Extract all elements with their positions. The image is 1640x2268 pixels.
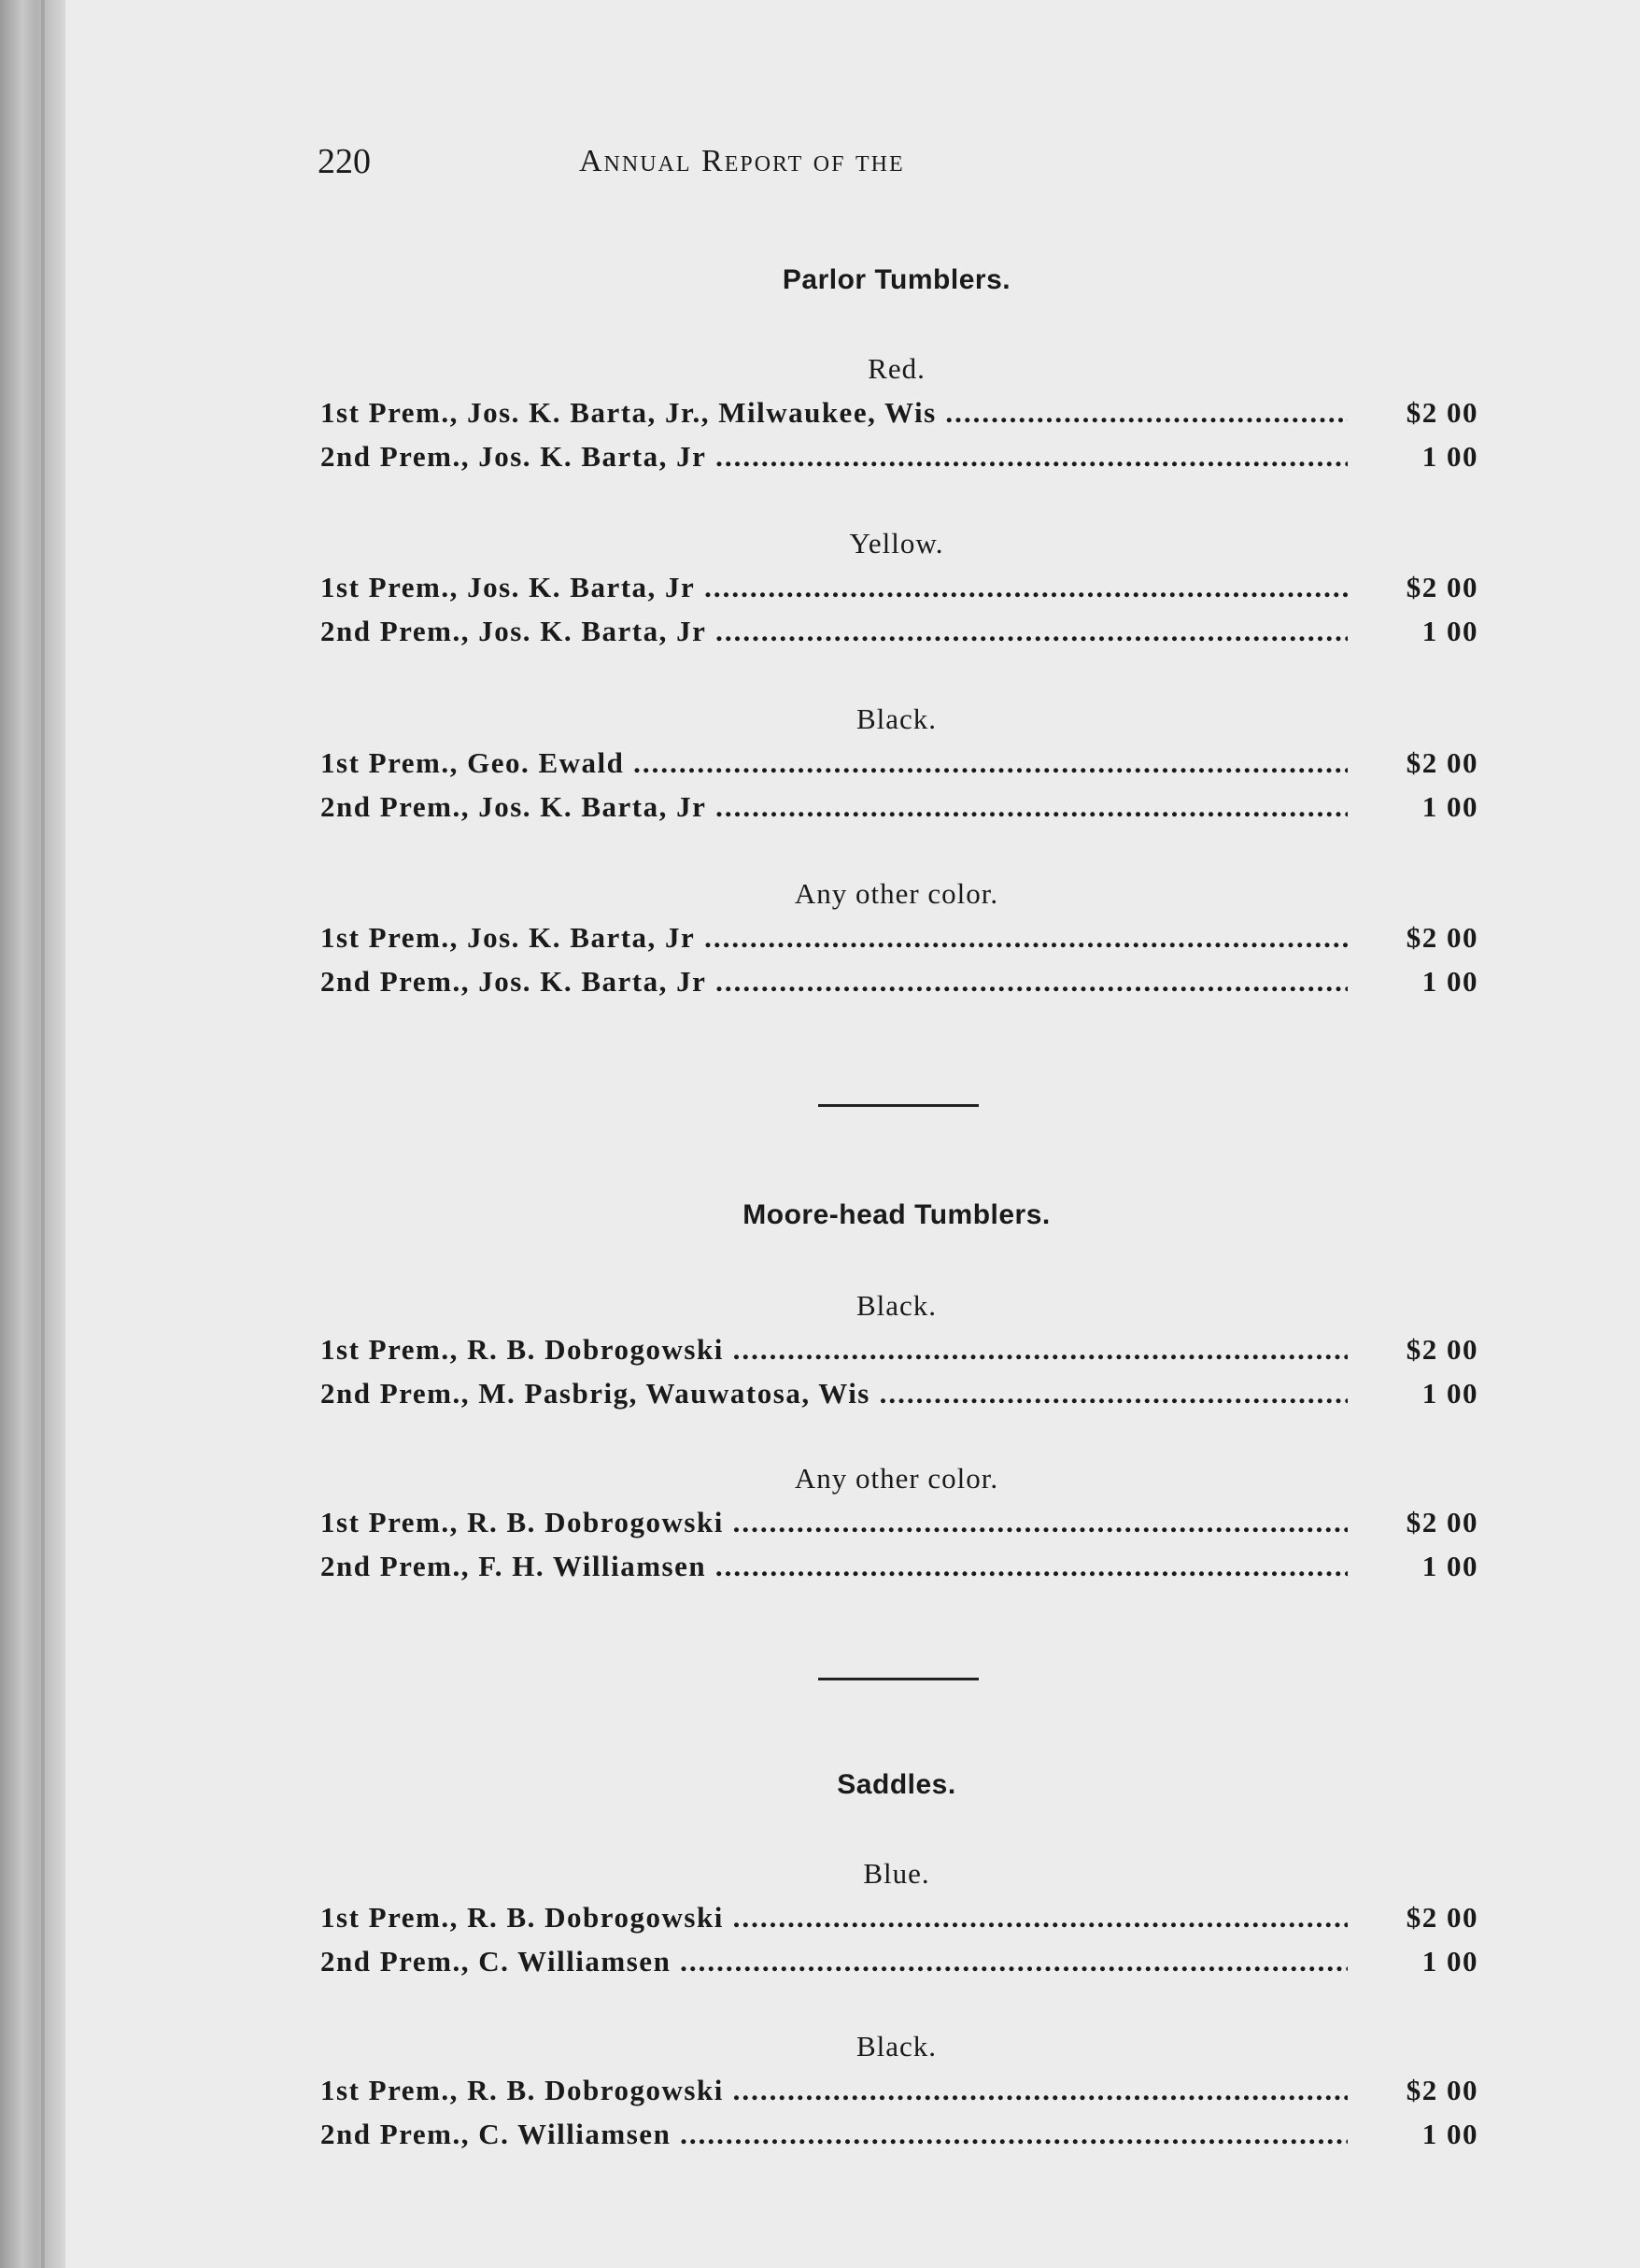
award-amount: 1 00 (1421, 965, 1478, 998)
award-amount: $2 00 (1406, 1506, 1478, 1538)
award-recipient: 2nd Prem., Jos. K. Barta, Jr ..... (320, 962, 1348, 1001)
award-entry (320, 1503, 1478, 1542)
award-recipient: 1st Prem., Jos. K. Barta, Jr., Milwaukee, Wis ..... (320, 393, 1348, 432)
award-amount: 1 00 (1421, 1945, 1478, 1977)
award-recipient: 2nd Prem., F. H. Williamsen ..... (320, 1547, 1348, 1586)
award-recipient: 2nd Prem., C. Williamsen ..... (320, 2115, 1348, 2154)
award-entry (320, 1374, 1478, 1413)
award-amount: $2 00 (1406, 1333, 1478, 1366)
award-recipient: 1st Prem., R. B. Dobrogowski ..... (320, 1898, 1348, 1937)
award-entry (320, 612, 1478, 651)
group-label: Any other color. (794, 1462, 999, 1495)
award-entry (320, 1942, 1478, 1981)
award-amount: 1 00 (1421, 2118, 1478, 2150)
award-entry (320, 1547, 1478, 1586)
award-entry (320, 1898, 1478, 1937)
page-number: 220 (318, 142, 371, 181)
award-amount: 1 00 (1421, 790, 1478, 823)
running-head (0, 138, 1640, 194)
award-recipient: 1st Prem., R. B. Dobrogowski ..... (320, 1503, 1348, 1542)
section-heading: Saddles. (837, 1769, 956, 1800)
group-label: Black. (855, 2030, 938, 2062)
award-entry (320, 744, 1478, 783)
award-entry (320, 568, 1478, 607)
award-recipient: 1st Prem., Jos. K. Barta, Jr ..... (320, 568, 1348, 607)
award-amount: 1 00 (1421, 615, 1478, 647)
award-recipient: 2nd Prem., Jos. K. Barta, Jr ..... (320, 787, 1348, 827)
award-amount: 1 00 (1421, 1377, 1478, 1410)
award-amount: 1 00 (1421, 440, 1478, 473)
group-label: Any other color. (794, 877, 999, 910)
award-recipient: 2nd Prem., Jos. K. Barta, Jr ..... (320, 437, 1348, 476)
award-amount: $2 00 (1406, 2074, 1478, 2106)
award-entry (320, 393, 1478, 432)
award-entry (320, 787, 1478, 827)
group-label: Red. (868, 352, 926, 385)
group-label: Black. (855, 702, 938, 735)
award-recipient: 2nd Prem., Jos. K. Barta, Jr ..... (320, 612, 1348, 651)
section-heading: Parlor Tumblers. (782, 264, 1011, 295)
award-amount: $2 00 (1406, 571, 1478, 603)
section-divider (818, 1104, 979, 1107)
award-entry (320, 2071, 1478, 2110)
running-head-title: Annual Report of the (579, 144, 905, 178)
award-entry (320, 1330, 1478, 1369)
award-recipient: 1st Prem., R. B. Dobrogowski ..... (320, 1330, 1348, 1369)
award-entry (320, 918, 1478, 957)
award-recipient: 1st Prem., Jos. K. Barta, Jr ..... (320, 918, 1348, 957)
award-amount: 1 00 (1421, 1550, 1478, 1582)
award-amount: $2 00 (1406, 1901, 1478, 1934)
award-entry (320, 2115, 1478, 2154)
award-entry (320, 437, 1478, 476)
award-amount: $2 00 (1406, 921, 1478, 954)
group-label: Blue. (863, 1857, 930, 1890)
book-page-edge (0, 0, 65, 2268)
award-recipient: 1st Prem., Geo. Ewald ..... (320, 744, 1348, 783)
award-recipient: 1st Prem., R. B. Dobrogowski ..... (320, 2071, 1348, 2110)
award-recipient: 2nd Prem., C. Williamsen ..... (320, 1942, 1348, 1981)
award-recipient: 2nd Prem., M. Pasbrig, Wauwatosa, Wis ..... (320, 1374, 1348, 1413)
section-heading: Moore-head Tumblers. (742, 1199, 1051, 1230)
award-amount: $2 00 (1406, 396, 1478, 429)
group-label: Yellow. (849, 527, 944, 560)
section-divider (818, 1678, 979, 1680)
award-entry (320, 962, 1478, 1001)
award-amount: $2 00 (1406, 746, 1478, 779)
group-label: Black. (855, 1289, 938, 1322)
